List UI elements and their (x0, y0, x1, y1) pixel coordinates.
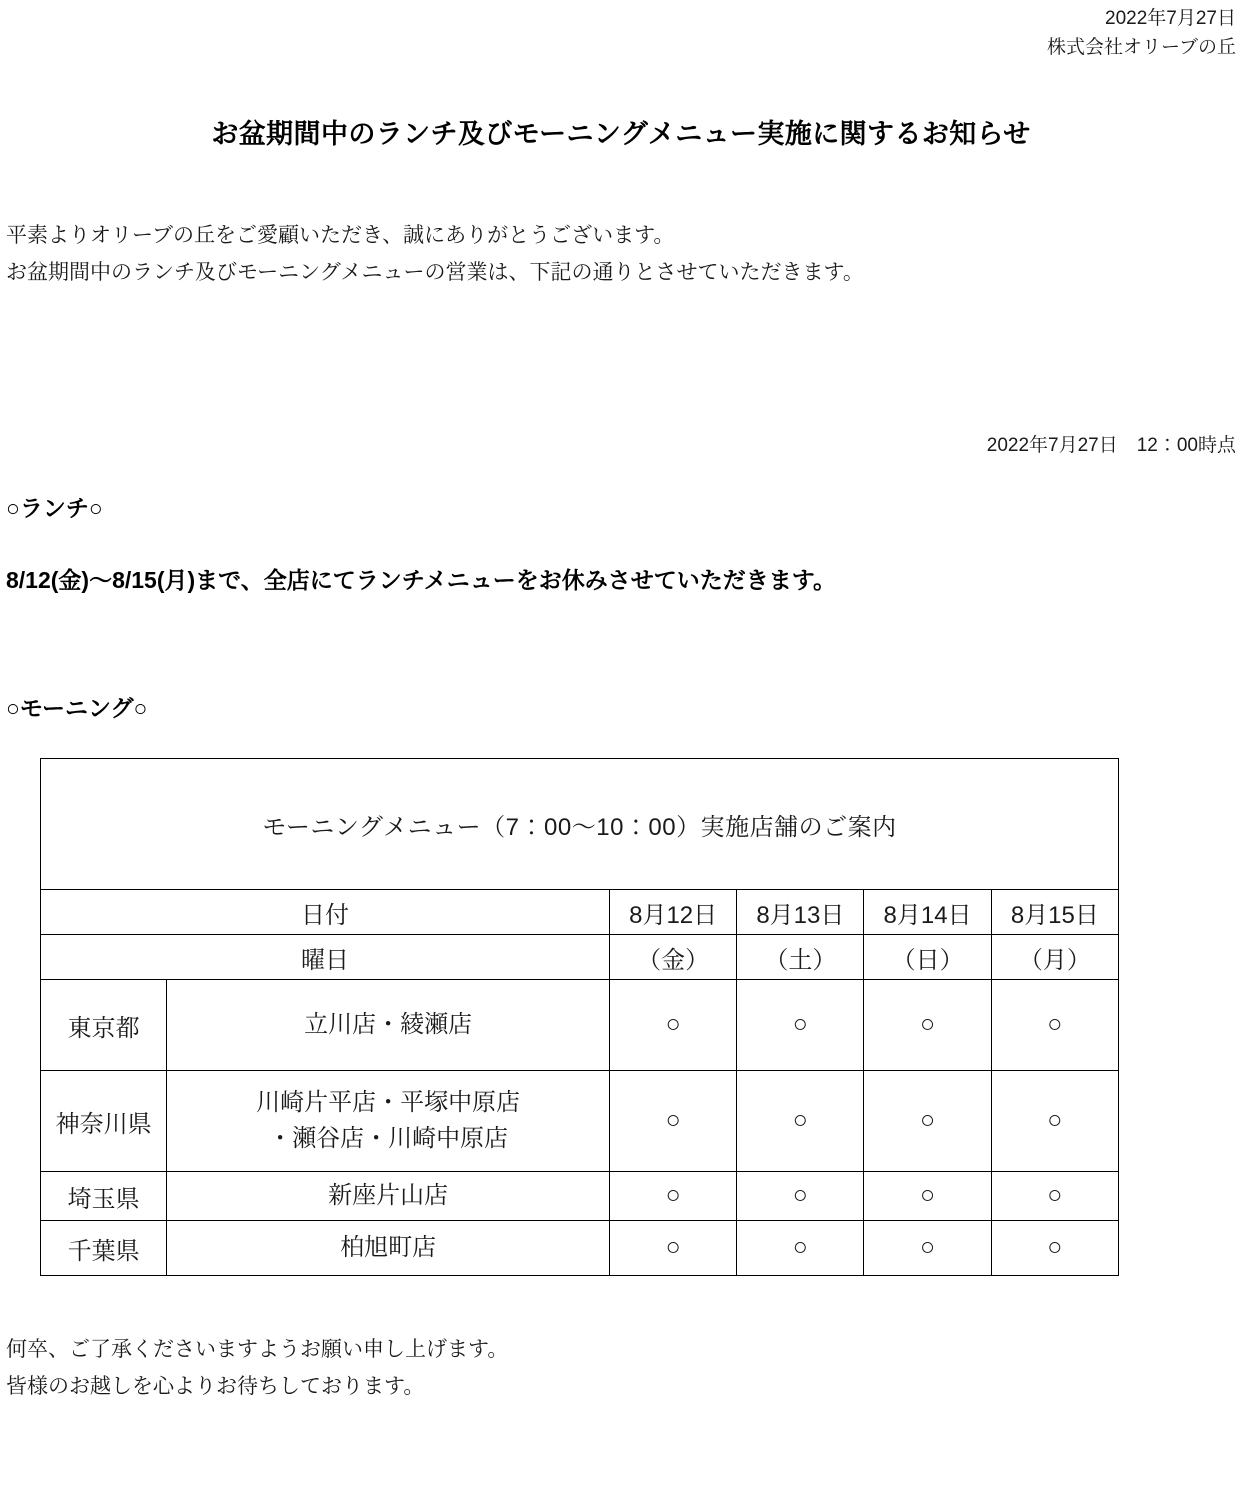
circle-mark-icon: ○ (1047, 1181, 1063, 1209)
circle-mark-icon: ○ (792, 1181, 808, 1209)
table-title: モーニングメニュー（7：00〜10：00）実施店舗のご案内 (41, 759, 1119, 890)
shops-kanagawa (167, 1071, 610, 1172)
shops-tokyo-line-1: 立川店・綾瀬店 (304, 1011, 473, 1038)
day-cell-2: （日） (864, 935, 991, 980)
prefecture-saitama: 埼玉県 (41, 1172, 167, 1221)
as-of-timestamp: 2022年7月27日 12：00時点 (986, 435, 1236, 456)
circle-mark-icon: ○ (665, 1106, 681, 1134)
availability-kanagawa-1 (737, 1071, 864, 1172)
page-title: お盆期間中のランチ及びモーニングメニュー実施に関するお知らせ (211, 119, 1031, 149)
circle-mark-icon: ○ (665, 1233, 681, 1261)
availability-tokyo-0 (610, 980, 737, 1071)
circle-mark-icon: ○ (920, 1181, 936, 1209)
availability-tokyo-1 (737, 980, 864, 1071)
date-cell-2: 8月14日 (864, 890, 991, 935)
date-cell-0: 8月12日 (610, 890, 737, 935)
prefecture-chiba: 千葉県 (41, 1221, 167, 1276)
circle-mark-icon: ○ (1047, 1233, 1063, 1261)
availability-chiba-3 (991, 1221, 1118, 1276)
availability-saitama-3 (991, 1172, 1118, 1221)
document-header (1047, 4, 1236, 63)
shops-kanagawa-line-1: 川崎片平店・平塚中原店 (256, 1089, 521, 1116)
availability-tokyo-2 (864, 980, 991, 1071)
closing-paragraphs (6, 1332, 508, 1406)
circle-mark-icon: ○ (1047, 1010, 1063, 1038)
header-date: 2022年7月27日 (1105, 8, 1236, 29)
table-day-row (41, 935, 1119, 980)
intro-paragraphs (6, 218, 864, 292)
circle-mark-icon: ○ (920, 1233, 936, 1261)
availability-saitama-0 (610, 1172, 737, 1221)
morning-section-heading: ○モーニング○ (6, 695, 148, 721)
day-cell-1: （土） (737, 935, 864, 980)
day-cell-3: （月） (991, 935, 1118, 980)
circle-mark-icon: ○ (920, 1106, 936, 1134)
table-row (41, 1071, 1119, 1172)
shops-chiba-line-1: 柏旭町店 (340, 1234, 437, 1261)
table-row (41, 1172, 1119, 1221)
availability-kanagawa-3 (991, 1071, 1118, 1172)
availability-kanagawa-0 (610, 1071, 737, 1172)
date-cell-3: 8月15日 (991, 890, 1118, 935)
availability-kanagawa-2 (864, 1071, 991, 1172)
closing-line-1: 何卒、ご了承くださいますようお願い申し上げます。 (6, 1338, 509, 1361)
shops-chiba (167, 1221, 610, 1276)
lunch-section-heading: ○ランチ○ (6, 495, 103, 521)
closing-line-2: 皆様のお越しを心よりお待ちしております。 (6, 1374, 425, 1398)
circle-mark-icon: ○ (792, 1106, 808, 1134)
circle-mark-icon: ○ (792, 1233, 808, 1261)
date-row-label: 日付 (41, 890, 610, 935)
availability-saitama-1 (737, 1172, 864, 1221)
day-row-label: 曜日 (41, 935, 610, 980)
intro-line-1: 平素よりオリーブの丘をご愛顧いただき、誠にありがとうございます。 (6, 224, 675, 247)
circle-mark-icon: ○ (665, 1010, 681, 1038)
circle-mark-icon: ○ (792, 1010, 808, 1038)
header-company-name: 株式会社オリーブの丘 (1046, 37, 1236, 59)
shops-kanagawa-line-2: ・瀬谷店・川崎中原店 (268, 1125, 509, 1152)
shops-tokyo (167, 980, 610, 1071)
shops-saitama-line-1: 新座片山店 (328, 1182, 449, 1209)
availability-chiba-1 (737, 1221, 864, 1276)
lunch-closure-note: 8/12(金)〜8/15(月)まで、全店にてランチメニューをお休みさせていただきます。 (6, 567, 836, 593)
circle-mark-icon: ○ (920, 1010, 936, 1038)
shops-saitama (167, 1172, 610, 1221)
availability-chiba-0 (610, 1221, 737, 1276)
morning-schedule-table (40, 758, 1119, 1276)
availability-tokyo-3 (991, 980, 1118, 1071)
availability-saitama-2 (864, 1172, 991, 1221)
date-cell-1: 8月13日 (737, 890, 864, 935)
table-row (41, 980, 1119, 1071)
table-date-row (41, 890, 1119, 935)
table-row (41, 1221, 1119, 1276)
table-title-row (41, 759, 1119, 890)
circle-mark-icon: ○ (665, 1181, 681, 1209)
day-cell-0: （金） (610, 935, 737, 980)
circle-mark-icon: ○ (1047, 1106, 1063, 1134)
availability-chiba-2 (864, 1221, 991, 1276)
prefecture-tokyo: 東京都 (41, 980, 167, 1071)
intro-line-2: お盆期間中のランチ及びモーニングメニューの営業は、下記の通りとさせていただきます。 (6, 260, 864, 284)
morning-schedule-table-wrapper (40, 758, 1119, 1276)
prefecture-kanagawa: 神奈川県 (41, 1071, 167, 1172)
